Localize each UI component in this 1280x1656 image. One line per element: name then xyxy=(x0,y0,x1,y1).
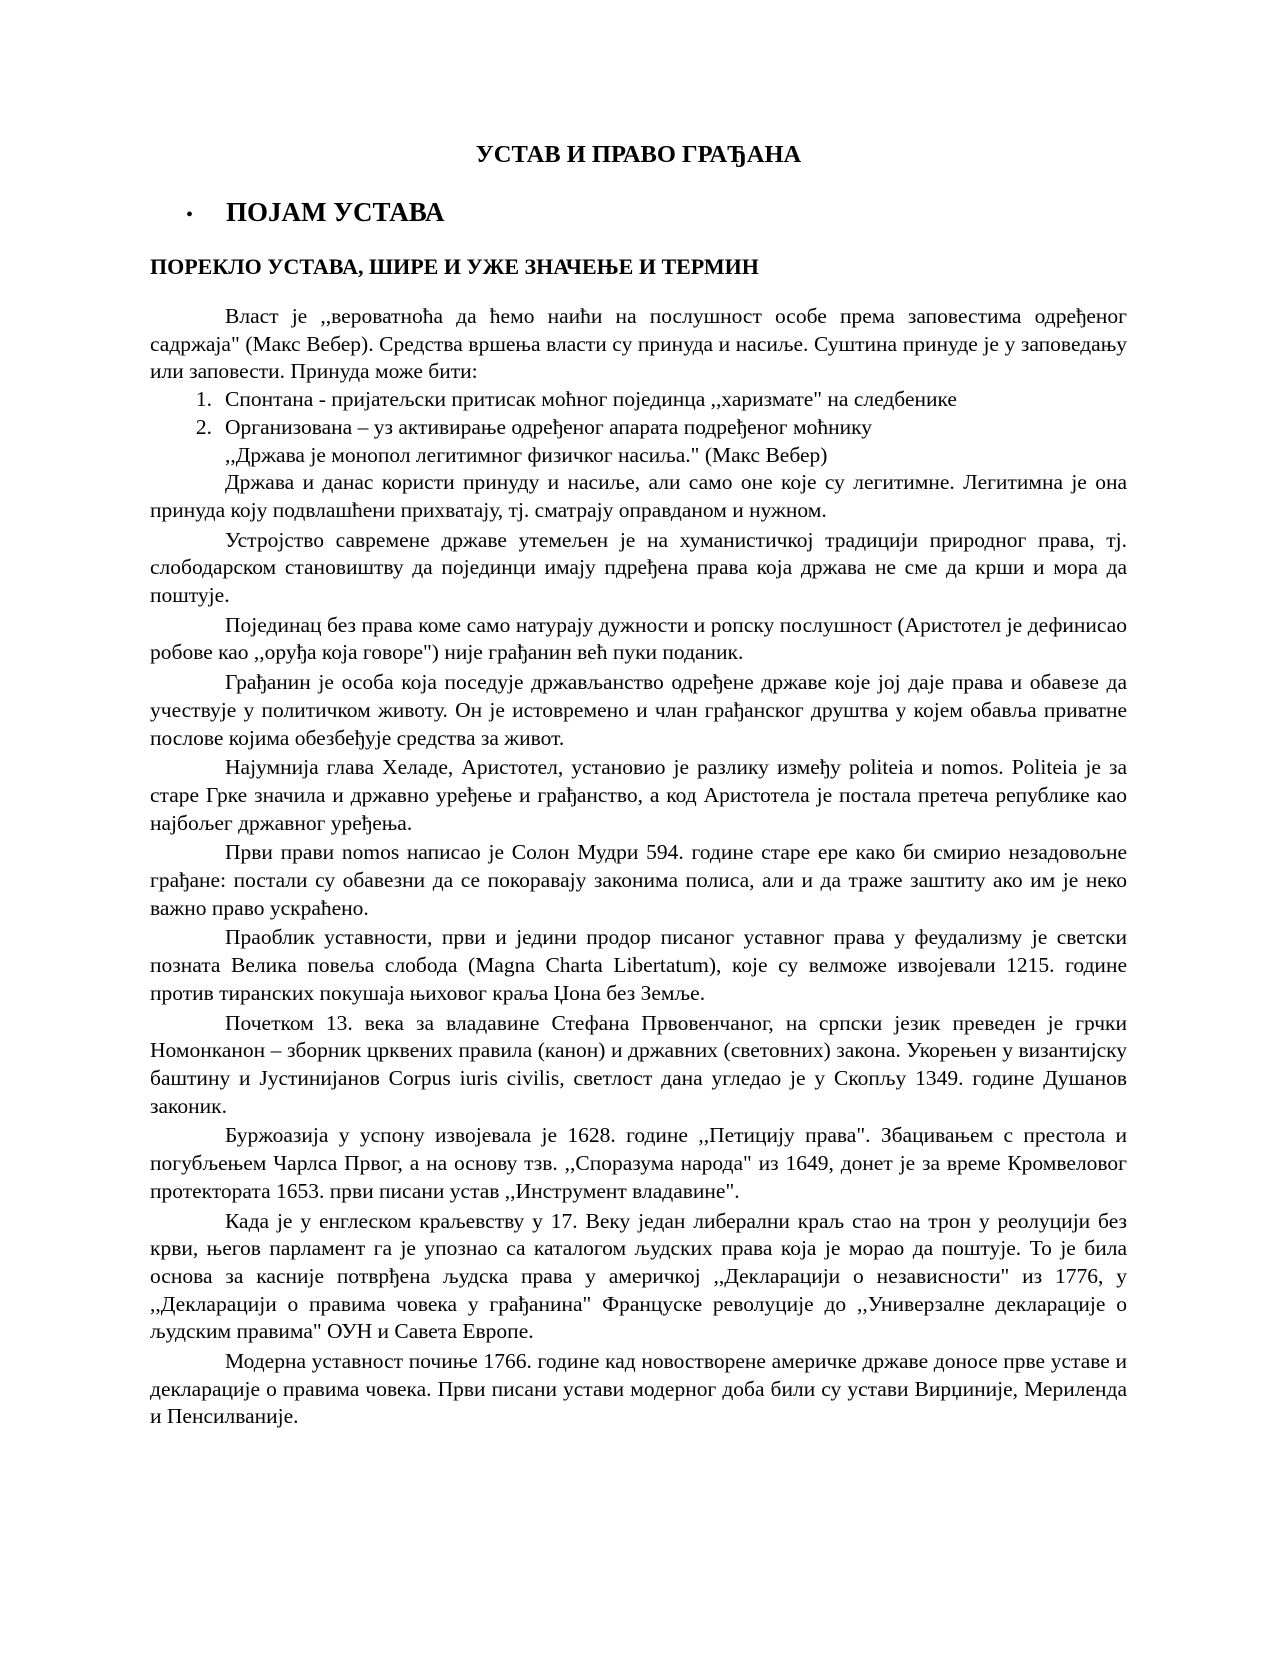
paragraph: Најумнија глава Хеладе, Аристотел, установио је разлику између politeia и nomos. Politeia је за старе Грке значила и државно уређење и грађанство, а код Аристотела је постала претеча републике као најбољег државног уређења. xyxy=(150,755,1127,835)
list-item-number: 2. xyxy=(195,414,212,439)
paragraph: Буржоазија у успону извојевала је 1628. године ,,Петицију права". Збацивањем с престола и погубљењем Чарлса Првог, а на основу тзв. ,,Споразума народа" из 1649, донет је за време Кромвеловог протектората 1653. први писани устав ,,Инструмент владавине". xyxy=(150,1123,1127,1203)
quote-line: ,,Држава је монопол легитимног физичког насиља." (Макс Вебер) xyxy=(225,442,828,467)
section-heading-text: ПОЈАМ УСТАВА xyxy=(226,197,445,227)
intro-paragraph: Власт је ,,вероватноћа да ћемо наићи на послушност особе према заповестима одређеног садржаја" (Макс Вебер). Средства вршења власти су принуда и насиље. Суштина принуде је у заповедању или заповести. Принуда може бити: xyxy=(150,304,1127,384)
paragraph: Појединац без права коме само натурају дужности и ропску послушност (Аристотел је дефинисао робове као ,,оруђа која говоре") није грађанин већ пуки поданик. xyxy=(150,612,1127,665)
paragraph: Грађанин је особа која поседује држављанство одређене државе које јој даје права и обавезе да учествује у политичком животу. Он је истовремено и члан грађанског друштва у којем обавља приватне послове којима обезбеђује средства за живот. xyxy=(150,670,1127,750)
numbered-list xyxy=(150,386,1127,441)
document-body xyxy=(150,140,1127,1431)
paragraph: Држава и данас користи принуду и насиље, али само оне које су легитимне. Легитимна је она принуда коју подвлашћени прихватају, тј. сматрају оправданом и нужном. xyxy=(150,470,1127,522)
paragraph: Модерна уставност почиње 1766. године кад новостворене америчке државе доносе прве уставе и декларације о правима човека. Први писани устави модерног доба били су устави Вирџиније, Мериленда и Пенсилваније. xyxy=(150,1349,1127,1429)
paragraph: Када је у енглеском краљевству у 17. Веку један либерални краљ стао на трон у реолуцији без крви, његов парламент га је упознао са каталогом људских права која је морао да поштује. То је била основа за касније потврђена људска права у америчкој ,,Декларацији о независности" из 1776, у ,,Декларацији о правима човека у грађанина" Француске револуције до ,,Универзалне декларације о људским правима" ОУН и Савета Европе. xyxy=(150,1208,1127,1344)
document-title: УСТАВ И ПРАВО ГРАЂАНА xyxy=(475,141,802,168)
list-item-number: 1. xyxy=(195,387,212,412)
section-heading xyxy=(150,196,1127,231)
list-item xyxy=(150,386,1127,414)
paragraph: Праоблик уставности, први и једини продор писаног уставног права у феудализму је светски позната Велика повеља слобода (Magna Charta Libertatum), које су велможе извојевали 1215. године против тиранских покушаја њиховог краља Џона без Земље. xyxy=(150,925,1127,1005)
list-item-text: Организована – уз активирање одређеног апарата подређеног моћнику xyxy=(225,414,872,439)
paragraph: Почетком 13. века за владавине Стефана Првовенчаног, на српски језик преведен је грчки Номонканон – зборник црквених правила (канон) и државних (световних) закона. Укорењен у византијску баштину и Јустинијанов Corpus iuris civilis, светлост дана угледао је у Скопљу 1349. године Душанов законик. xyxy=(150,1010,1127,1118)
paragraph: Устројство савремене државе утемељен је на хуманистичкој традицији природног права, тј. слободарском становиштву да појединци имају пдређена права која држава не сме да крши и мора да поштује. xyxy=(150,527,1127,608)
paragraph: Први прави nomos написао је Солон Мудри 594. године старе ере како би смирио незадовољне грађане: постали су обавезни да се покоравају законима полиса, али и да траже заштиту ако им је неко важно право ускраћено. xyxy=(150,840,1127,920)
list-item-text: Спонтана - пријатељски притисак моћног појединца ,,харизмате" на следбенике xyxy=(225,387,957,412)
list-item xyxy=(150,414,1127,442)
sub-heading: ПОРЕКЛО УСТАВА, ШИРЕ И УЖЕ ЗНАЧЕЊЕ И ТЕРМИН xyxy=(150,254,759,279)
bullet-icon: • xyxy=(186,204,194,226)
